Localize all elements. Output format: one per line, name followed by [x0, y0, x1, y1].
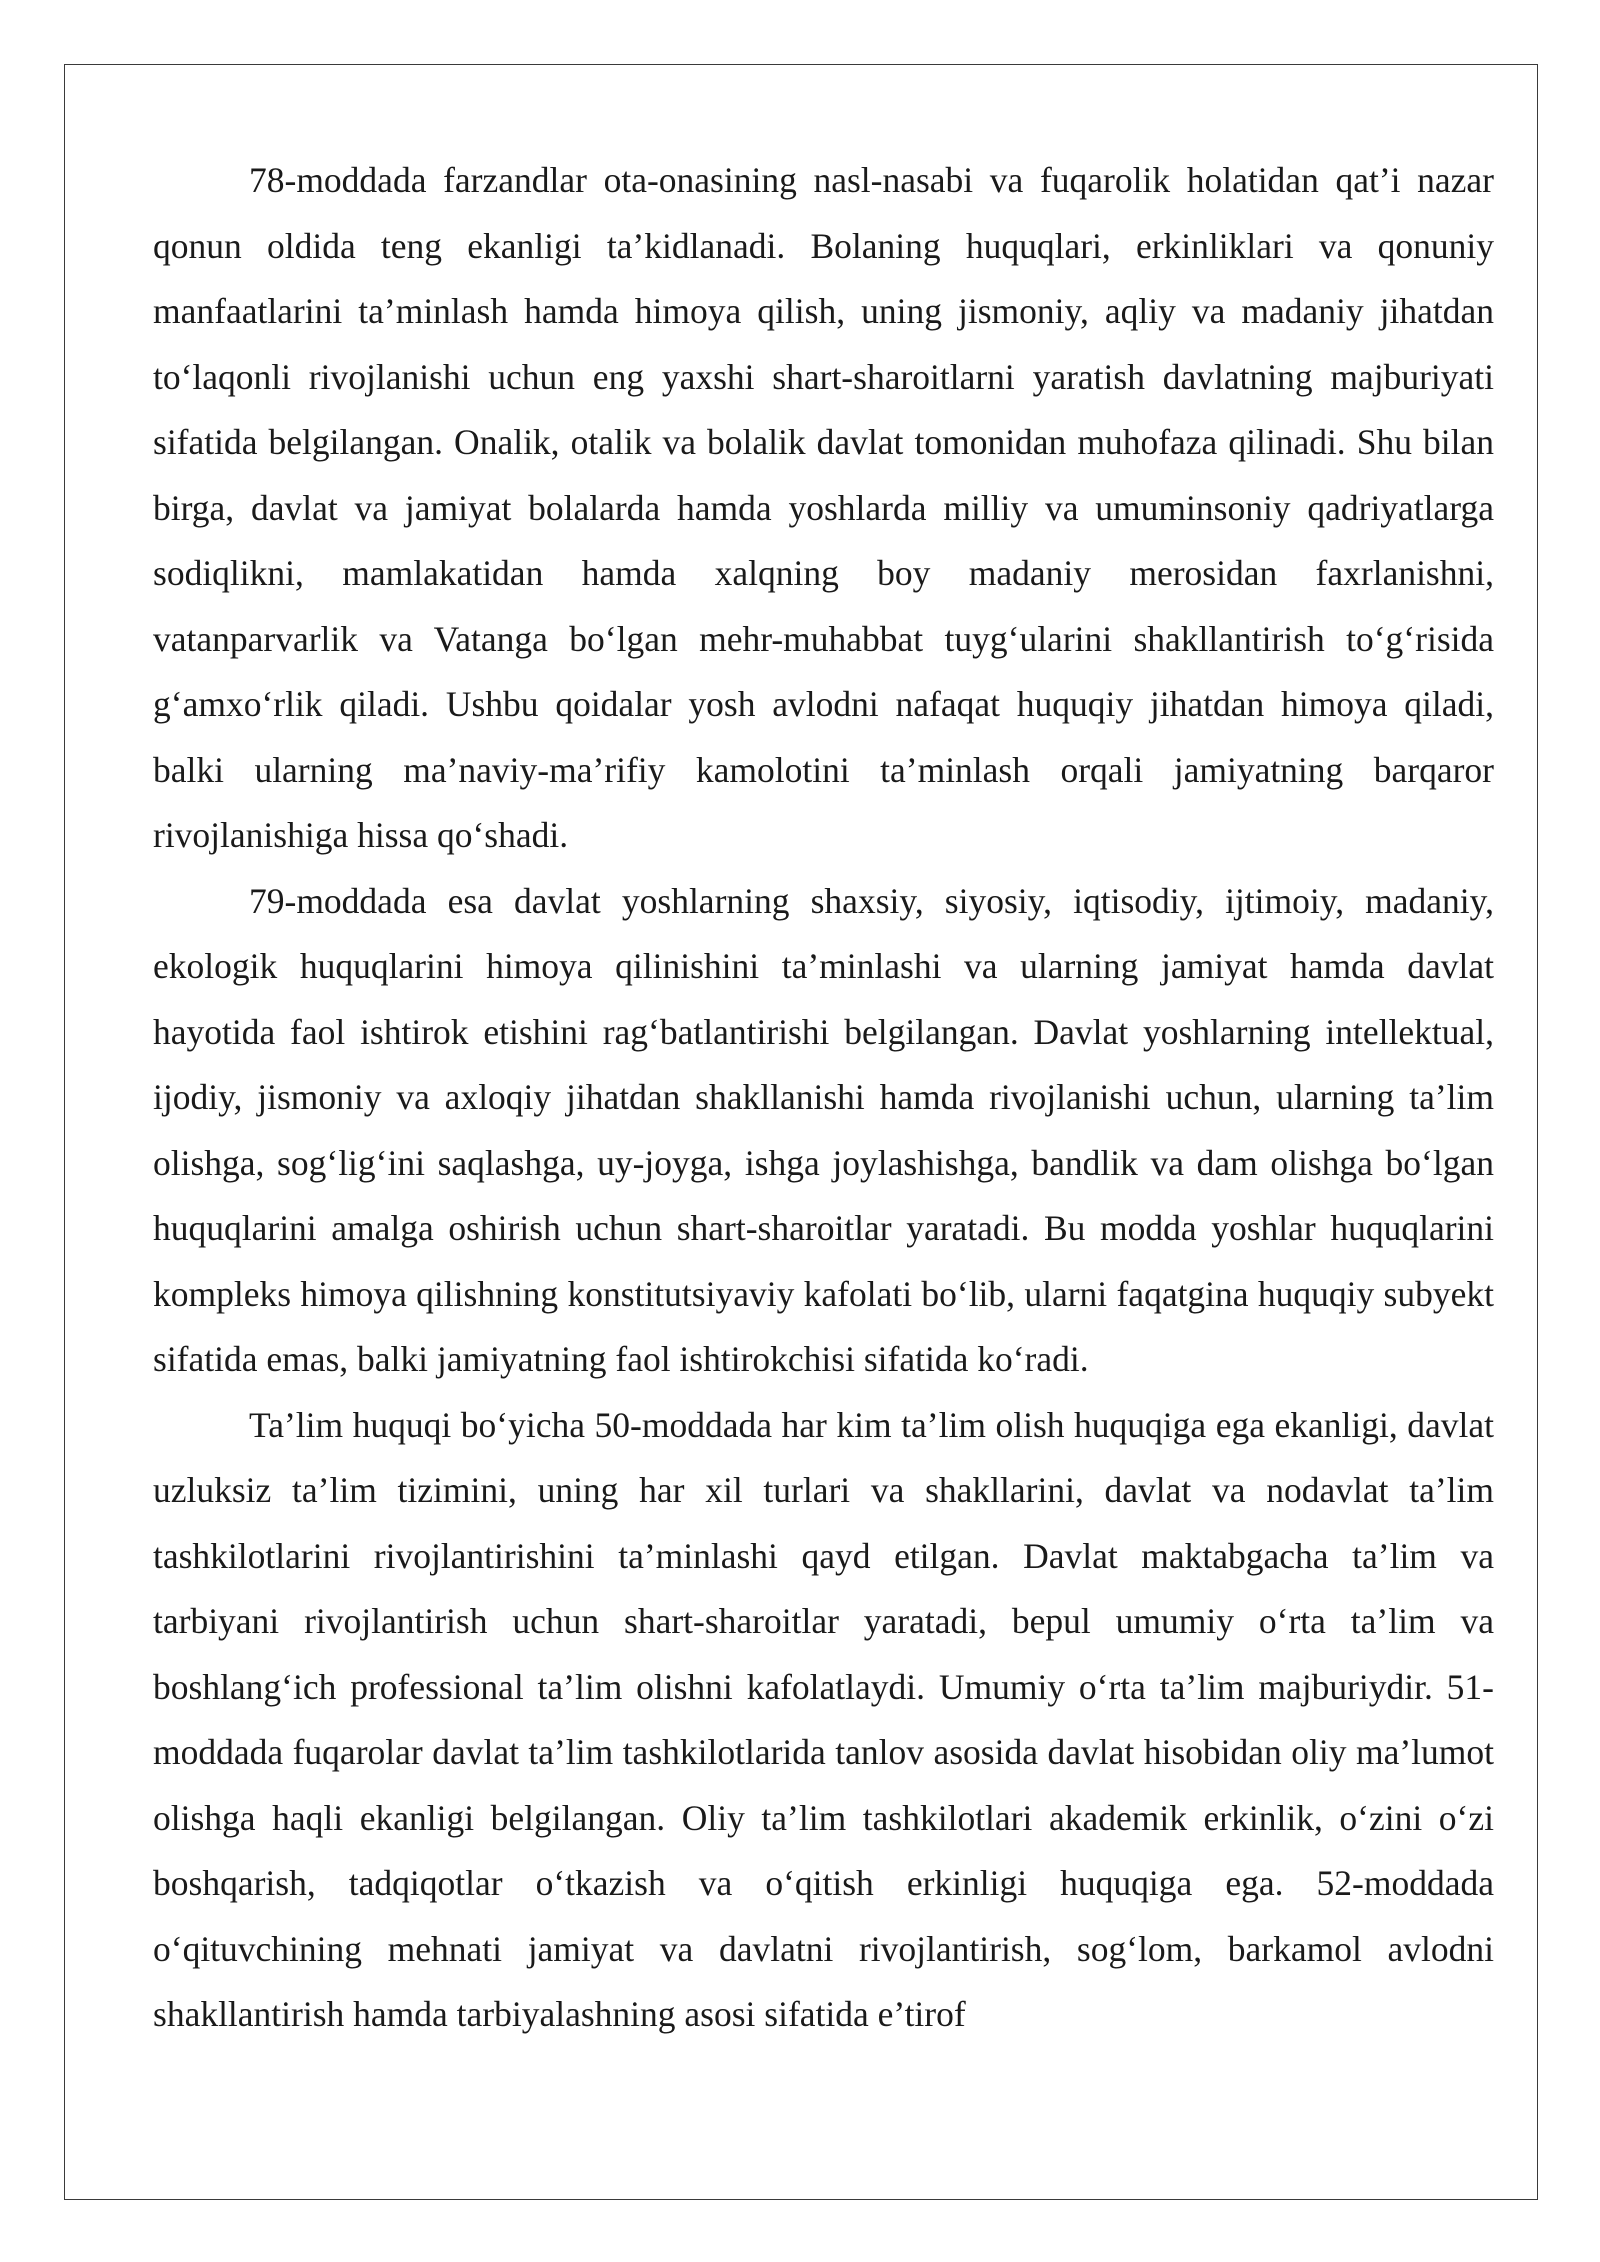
paragraph-education-right: Ta’lim huquqi bo‘yicha 50-moddada har kim ta’lim olish huquqiga ega ekanligi, davlat uzluksiz ta’lim tizimini, uning har xil turlari va shakllarini, davlat va nodavlat ta’lim tashkilotlarini rivojlantirishini ta’minlashi qayd etilgan. Davlat maktabgacha ta’lim va tarbiyani rivojlantirish uchun shart-sharoitlar yaratadi, bepul umumiy o‘rta ta’lim va boshlang‘ich professional ta’lim olishni kafolatlaydi. Umumiy o‘rta ta’lim majburiydir. 51-moddada fuqarolar davlat ta’lim tashkilotlarida tanlov asosida davlat hisobidan oliy ma’lumot olishga haqli ekanligi belgilangan. Oliy ta’lim tashkilotlari akademik erkinlik, o‘zini o‘zi boshqarish, tadqiqotlar o‘tkazish va o‘qitish erkinligi huquqiga ega. 52-moddada o‘qituvchining mehnati jamiyat va davlatni rivojlantirish, sog‘lom, barkamol avlodni shakllantirish hamda tarbiyalashning asosi sifatida e’tirof: [153, 1404, 1494, 2034]
paragraph-article-78: 78-moddada farzandlar ota-onasining nasl-nasabi va fuqarolik holatidan qat’i nazar qonun oldida teng ekanligi ta’kidlanadi. Bolaning huquqlari, erkinliklari va qonuniy manfaatlarini ta’minlash hamda himoya qilish, uning jismoniy, aqliy va madaniy jihatdan to‘laqonli rivojlanishi uchun eng yaxshi shart-sharoitlarni yaratish davlatning majburiyati sifatida belgilangan. Onalik, otalik va bolalik davlat tomonidan muhofaza qilinadi. Shu bilan birga, davlat va jamiyat bolalarda hamda yoshlarda milliy va umuminsoniy qadriyatlarga sodiqlikni, mamlakatidan hamda xalqning boy madaniy merosidan faxrlanishni, vatanparvarlik va Vatanga bo‘lgan mehr-muhabbat tuyg‘ularini shakllantirish to‘g‘risida g‘amxo‘rlik qiladi. Ushbu qoidalar yosh avlodni nafaqat huquqiy jihatdan himoya qiladi, balki ularning ma’naviy-ma’rifiy kamolotini ta’minlash orqali jamiyatning barqaror rivojlanishiga hissa qo‘shadi.: [153, 160, 1494, 855]
paragraph-article-79: 79-moddada esa davlat yoshlarning shaxsiy, siyosiy, iqtisodiy, ijtimoiy, madaniy, ekologik huquqlarini himoya qilinishini ta’minlashi va ularning jamiyat hamda davlat hayotida faol ishtirok etishini rag‘batlantirishi belgilangan. Davlat yoshlarning intellektual, ijodiy, jismoniy va axloqiy jihatdan shakllanishi hamda rivojlanishi uchun, ularning ta’lim olishga, sog‘lig‘ini saqlashga, uy-joyga, ishga joylashishga, bandlik va dam olishga bo‘lgan huquqlarini amalga oshirish uchun shart-sharoitlar yaratadi. Bu modda yoshlar huquqlarini kompleks himoya qilishning konstitutsiyaviy kafolati bo‘lib, ularni faqatgina huquqiy subyekt sifatida emas, balki jamiyatning faol ishtirokchisi sifatida ko‘radi.: [153, 880, 1494, 1379]
document-body: [153, 148, 1494, 2048]
